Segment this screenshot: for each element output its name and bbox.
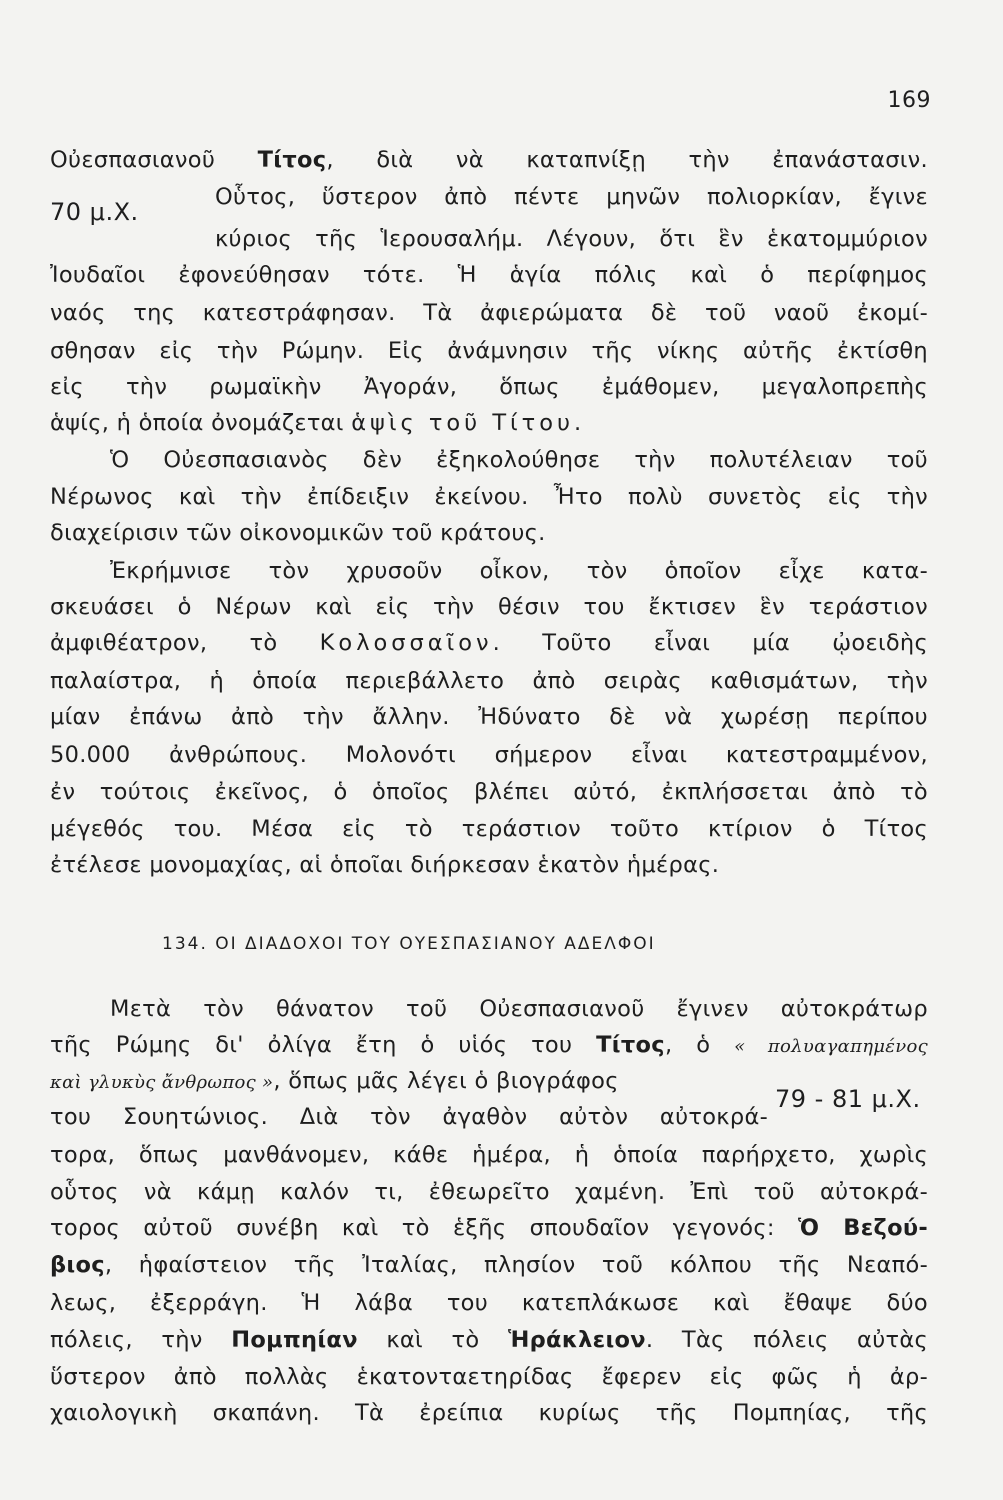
- text-line: Νέρωνος καὶ τὴν ἐπίδειξιν ἐκείνου. Ἦτο πολὺ συνετὸς εἰς τὴν: [50, 484, 928, 510]
- text-line: ὕστερον ἀπὸ πολλὰς ἑκατονταετηρίδας ἔφερεν εἰς φῶς ἡ ἀρ-: [50, 1364, 928, 1390]
- quote-italic: καὶ γλυκὺς ἄνθρωπος »: [50, 1072, 274, 1093]
- text-line: ἐτέλεσε μονομαχίας, αἱ ὁποῖαι διήρκεσαν ἑκατὸν ἡμέρας.: [50, 852, 720, 878]
- margin-note-date: 70 μ.Χ.: [50, 198, 139, 226]
- text-line: Ἐκρήμνισε τὸν χρυσοῦν οἶκον, τὸν ὁποῖον εἶχε κατα-: [110, 558, 928, 584]
- text-line: λεως, ἐξερράγη. Ἡ λάβα του κατεπλάκωσε καὶ ἔθαψε δύο: [50, 1290, 928, 1316]
- text-line: σκευάσει ὁ Νέρων καὶ εἰς τὴν θέσιν του ἔκτισεν ἓν τεράστιον: [50, 594, 928, 620]
- text-line: τορος αὐτοῦ συνέβη καὶ τὸ ἑξῆς σπουδαῖον γεγονός: Ὁ Βεζού-: [50, 1215, 929, 1241]
- name-titus: Τίτος: [596, 1032, 665, 1058]
- text-line: Οὐεσπασιανοῦ Τίτος, διὰ νὰ καταπνίξῃ τὴν ἐπανάστασιν.: [50, 147, 928, 173]
- text-line: ἀμφιθέατρον, τὸ Κολοσσαῖον. Τοῦτο εἶναι μία ᾠοειδὴς: [50, 630, 928, 656]
- text-line: πόλεις, τὴν Πομπηίαν καὶ τὸ Ἡράκλειον. Τὰς πόλεις αὐτὰς: [50, 1327, 928, 1353]
- text-line: του Σουητώνιος. Διὰ τὸν ἀγαθὸν αὐτὸν αὐτοκρά-: [50, 1104, 768, 1130]
- colosseum: Κολοσσαῖον: [319, 630, 493, 656]
- text-line: 50.000 ἀνθρώπους. Μολονότι σήμερον εἶναι κατεστραμμένον,: [50, 742, 928, 768]
- quote-italic: « πολυαγαπημένος: [734, 1036, 929, 1057]
- text-line: ναός της κατεστράφησαν. Τὰ ἀφιερώματα δὲ τοῦ ναοῦ ἐκομί-: [50, 300, 928, 326]
- margin-note-date: 79 - 81 μ.Χ.: [775, 1085, 921, 1113]
- text-line: ἐν τούτοις ἐκεῖνος, ὁ ὁποῖος βλέπει αὐτό, ἐκπλήσσεται ἀπὸ τὸ: [50, 779, 928, 805]
- text-line: ἁψίς, ἡ ὁποία ὀνομάζεται ἁψὶς τοῦ Τίτου.: [50, 410, 586, 436]
- text-line: Οὗτος, ὕστερον ἀπὸ πέντε μηνῶν πολιορκίαν, ἔγινε: [215, 184, 928, 210]
- herculaneum: Ἡράκλειον: [507, 1327, 646, 1353]
- text-line: Ὁ Οὐεσπασιανὸς δὲν ἐξηκολούθησε τὴν πολυτέλειαν τοῦ: [110, 447, 928, 473]
- text-line: μέγεθός του. Μέσα εἰς τὸ τεράστιον τοῦτο κτίριον ὁ Τίτος: [50, 816, 928, 842]
- arch-of-titus: ἁψὶς τοῦ Τίτου.: [351, 410, 586, 436]
- text-line: Ἰουδαῖοι ἐφονεύθησαν τότε. Ἡ ἁγία πόλις καὶ ὁ περίφημος: [50, 262, 928, 288]
- pompeii: Πομπηίαν: [231, 1327, 358, 1353]
- vesuvius: βιος: [50, 1252, 105, 1278]
- text-line: οὗτος νὰ κάμῃ καλόν τι, ἐθεωρεῖτο χαμένη. Ἐπὶ τοῦ αὐτοκρά-: [50, 1179, 928, 1205]
- text-line: παλαίστρα, ἡ ὁποία περιεβάλλετο ἀπὸ σειρὰς καθισμάτων, τὴν: [50, 668, 928, 694]
- page-number: 169: [887, 88, 931, 113]
- text-line: εἰς τὴν ρωμαϊκὴν Ἀγοράν, ὅπως ἐμάθομεν, μεγαλοπρεπὴς: [50, 374, 928, 400]
- text-line: τορα, ὅπως μανθάνομεν, κάθε ἡμέρα, ἡ ὁποία παρήρχετο, χωρὶς: [50, 1142, 928, 1168]
- vesuvius: Ὁ Βεζού-: [798, 1215, 929, 1241]
- text-line: μίαν ἐπάνω ἀπὸ τὴν ἄλλην. Ἠδύνατο δὲ νὰ χωρέσῃ περίπου: [50, 704, 928, 730]
- text-line: χαιολογικὴ σκαπάνη. Τὰ ἐρείπια κυρίως τῆς Πομπηίας, τῆς: [50, 1400, 928, 1426]
- text-line: τῆς Ρώμης δι' ὀλίγα ἔτη ὁ υἱός του Τίτος, ὁ « πολυαγαπημένος: [50, 1032, 929, 1058]
- text-line: Μετὰ τὸν θάνατον τοῦ Οὐεσπασιανοῦ ἔγινεν αὐτοκράτωρ: [110, 996, 928, 1022]
- text-line: καὶ γλυκὺς ἄνθρωπος », ὅπως μᾶς λέγει ὁ βιογράφος: [50, 1068, 619, 1094]
- name-titus: Τίτος: [257, 147, 327, 173]
- text-line: σθησαν εἰς τὴν Ρώμην. Εἰς ἀνάμνησιν τῆς νίκης αὐτῆς ἐκτίσθη: [50, 338, 928, 364]
- section-heading: 134. ΟΙ ΔΙΑΔΟΧΟΙ ΤΟΥ ΟΥΕΣΠΑΣΙΑΝΟΥ ΑΔΕΛΦΟΙ: [162, 934, 656, 954]
- text-line: κύριος τῆς Ἱερουσαλήμ. Λέγουν, ὅτι ἓν ἑκατομμύριον: [215, 226, 928, 252]
- text-line: διαχείρισιν τῶν οἰκονομικῶν τοῦ κράτους.: [50, 520, 546, 546]
- text-line: βιος, ἡφαίστειον τῆς Ἰταλίας, πλησίον τοῦ κόλπου τῆς Νεαπό-: [50, 1252, 928, 1278]
